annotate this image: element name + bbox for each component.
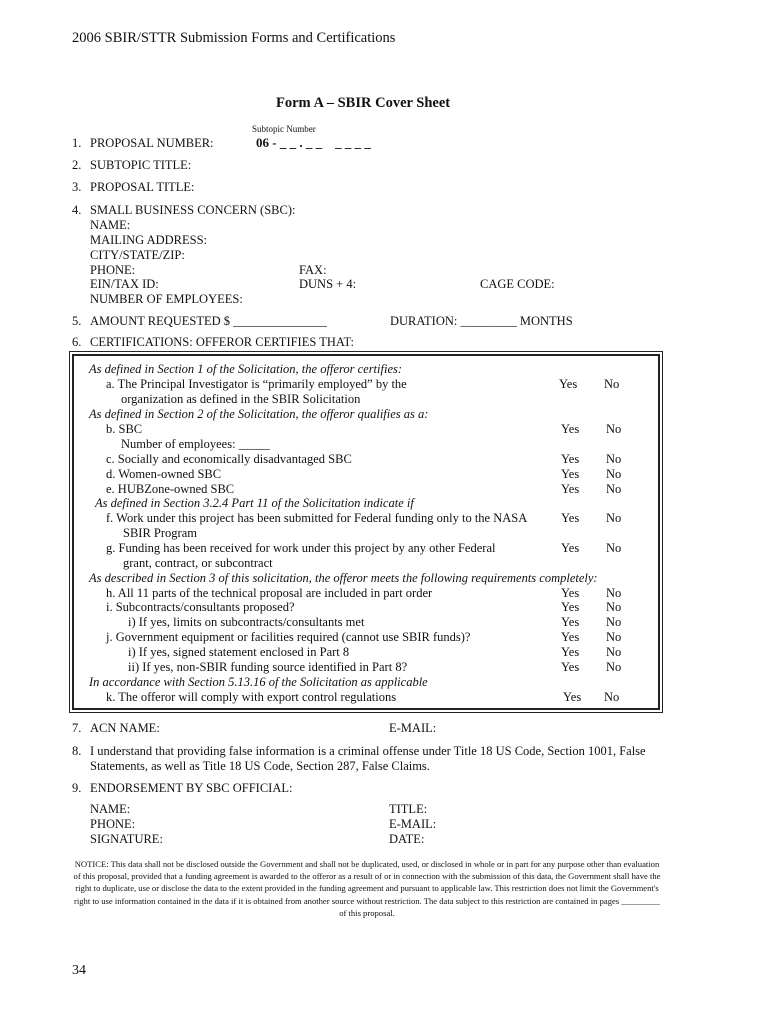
cert-item-c: c. Socially and economically disadvantaged SBC: [106, 452, 352, 466]
sbc-label: SMALL BUSINESS CONCERN (SBC):: [90, 203, 296, 217]
cert-item-b: b. SBC: [106, 422, 143, 436]
item-number: 4.: [72, 203, 82, 217]
subtopic-number-label: Subtopic Number: [252, 124, 316, 134]
cert-section-heading: As defined in Section 3.2.4 Part 11 of the Solicitation indicate if: [95, 496, 414, 510]
cert-item-g: g. Funding has been received for work under this project by any other Federal: [106, 541, 496, 555]
endorsement-label: ENDORSEMENT BY SBC OFFICIAL:: [90, 781, 293, 795]
item-number: 7.: [72, 721, 82, 735]
cert-j1-yes-option[interactable]: Yes: [561, 645, 580, 659]
proposal-title-label: PROPOSAL TITLE:: [90, 180, 195, 194]
cert-k-yes-option[interactable]: Yes: [563, 690, 582, 704]
cert-h-no-option[interactable]: No: [606, 586, 622, 600]
cert-item-f: f. Work under this project has been submitted for Federal funding only to the NASA: [106, 511, 528, 525]
confidentiality-notice: NOTICE: This data shall not be disclosed outside the Government and shall not be duplicated, used, or disclosed in whole or in part for any purpose other than evaluation of this proposal, provided that a funding agreement is awarded to the offeror as a result of or in connection with the submission of this data, the Government shall have the right to duplicate, use or disclose the data to the extent provided in the funding agreement and pursuant to applicable law. This restriction does not limit the Government's right to use information contained in the data if it is obtained from another source without restriction. The data subject to this restriction are contained in pages _________ of this proposal.: [73, 859, 661, 918]
cert-i1-yes-option[interactable]: Yes: [561, 615, 580, 629]
cert-e-yes-option[interactable]: Yes: [561, 482, 580, 496]
sbc-mailing-address-label: MAILING ADDRESS:: [90, 233, 208, 247]
page-header-title: 2006 SBIR/STTR Submission Forms and Certifications: [72, 30, 396, 46]
form-title: Form A – SBIR Cover Sheet: [276, 95, 451, 111]
amount-requested-field[interactable]: AMOUNT REQUESTED $ _______________: [90, 314, 327, 328]
cert-c-no-option[interactable]: No: [606, 452, 622, 466]
cert-j2-yes-option[interactable]: Yes: [561, 660, 580, 674]
sbc-ein-label: EIN/TAX ID:: [90, 277, 159, 291]
cert-b-no-option[interactable]: No: [606, 422, 622, 436]
cert-item-g-continued: grant, contract, or subcontract: [123, 556, 273, 570]
subtopic-title-label: SUBTOPIC TITLE:: [90, 158, 192, 172]
item-number: 5.: [72, 314, 82, 328]
sbc-phone-label: PHONE:: [90, 263, 136, 277]
endorsement-email-label: E-MAIL:: [389, 817, 437, 831]
cert-item-e: e. HUBZone-owned SBC: [106, 482, 235, 496]
endorsement-title-label: TITLE:: [389, 802, 428, 816]
cert-c-yes-option[interactable]: Yes: [561, 452, 580, 466]
cert-item-j-sub2: ii) If yes, non-SBIR funding source identified in Part 8?: [128, 660, 408, 674]
cert-item-j: j. Government equipment or facilities required (cannot use SBIR funds)?: [106, 630, 471, 644]
item-number: 2.: [72, 158, 82, 172]
cert-k-no-option[interactable]: No: [604, 690, 620, 704]
cert-f-no-option[interactable]: No: [606, 511, 622, 525]
endorsement-date-label: DATE:: [389, 832, 425, 846]
sbc-city-state-zip-label: CITY/STATE/ZIP:: [90, 248, 185, 262]
cert-j2-no-option[interactable]: No: [606, 660, 622, 674]
cert-j1-no-option[interactable]: No: [606, 645, 622, 659]
proposal-number-label: PROPOSAL NUMBER:: [90, 136, 214, 150]
cert-item-i: i. Subcontracts/consultants proposed?: [106, 600, 295, 614]
cert-section-heading: As defined in Section 1 of the Solicitation, the offeror certifies:: [89, 362, 403, 376]
cert-item-i-sub: i) If yes, limits on subcontracts/consultants met: [128, 615, 365, 629]
cert-item-a-continued: organization as defined in the SBIR Solicitation: [121, 392, 361, 406]
cert-d-no-option[interactable]: No: [606, 467, 622, 481]
endorsement-phone-label: PHONE:: [90, 817, 136, 831]
cert-h-yes-option[interactable]: Yes: [561, 586, 580, 600]
cert-g-yes-option[interactable]: Yes: [561, 541, 580, 555]
cert-f-yes-option[interactable]: Yes: [561, 511, 580, 525]
cert-employees-field[interactable]: Number of employees: _____: [121, 437, 270, 451]
cert-item-f-continued: SBIR Program: [123, 526, 197, 540]
cert-section-heading: In accordance with Section 5.13.16 of the Solicitation as applicable: [89, 675, 428, 689]
sbc-cage-code-label: CAGE CODE:: [480, 277, 555, 291]
acn-name-label: ACN NAME:: [90, 721, 160, 735]
cert-g-no-option[interactable]: No: [606, 541, 622, 555]
item-number: 6.: [72, 335, 82, 349]
cert-item-a: a. The Principal Investigator is “primarily employed” by the: [106, 377, 407, 391]
cert-j-yes-option[interactable]: Yes: [561, 630, 580, 644]
proposal-number-field[interactable]: 06 - _ _ . _ _ _ _ _ _: [256, 135, 371, 150]
cert-a-no-option[interactable]: No: [604, 377, 620, 391]
cert-item-k: k. The offeror will comply with export control regulations: [106, 690, 397, 704]
sbc-fax-label: FAX:: [299, 263, 327, 277]
cert-i1-no-option[interactable]: No: [606, 615, 622, 629]
false-info-statement: I understand that providing false information is a criminal offense under Title 18 US Code, Section 1001, False: [90, 744, 646, 758]
cert-j-no-option[interactable]: No: [606, 630, 622, 644]
cert-b-yes-option[interactable]: Yes: [561, 422, 580, 436]
certifications-label: CERTIFICATIONS: OFFEROR CERTIFIES THAT:: [90, 335, 354, 349]
item-number: 3.: [72, 180, 82, 194]
acn-email-label: E-MAIL:: [389, 721, 437, 735]
page-number: 34: [72, 963, 86, 978]
item-number: 8.: [72, 744, 82, 758]
cert-item-d: d. Women-owned SBC: [106, 467, 222, 481]
endorsement-signature-label: SIGNATURE:: [90, 832, 163, 846]
sbc-name-label: NAME:: [90, 218, 131, 232]
item-number: 1.: [72, 136, 82, 150]
cert-e-no-option[interactable]: No: [606, 482, 622, 496]
cert-i-yes-option[interactable]: Yes: [561, 600, 580, 614]
endorsement-name-label: NAME:: [90, 802, 131, 816]
cert-item-j-sub1: i) If yes, signed statement enclosed in Part 8: [128, 645, 350, 659]
false-info-statement-continued: Statements, as well as Title 18 US Code, Section 287, False Claims.: [90, 759, 430, 773]
duration-field[interactable]: DURATION: _________ MONTHS: [390, 314, 573, 328]
cert-section-heading: As described in Section 3 of this solicitation, the offeror meets the following requirements completely:: [89, 571, 598, 585]
sbc-employees-label: NUMBER OF EMPLOYEES:: [90, 292, 243, 306]
cert-item-h: h. All 11 parts of the technical proposal are included in part order: [106, 586, 433, 600]
cert-a-yes-option[interactable]: Yes: [559, 377, 578, 391]
cert-section-heading: As defined in Section 2 of the Solicitation, the offeror qualifies as a:: [89, 407, 429, 421]
item-number: 9.: [72, 781, 82, 795]
cert-d-yes-option[interactable]: Yes: [561, 467, 580, 481]
cert-i-no-option[interactable]: No: [606, 600, 622, 614]
sbc-duns-label: DUNS + 4:: [299, 277, 357, 291]
